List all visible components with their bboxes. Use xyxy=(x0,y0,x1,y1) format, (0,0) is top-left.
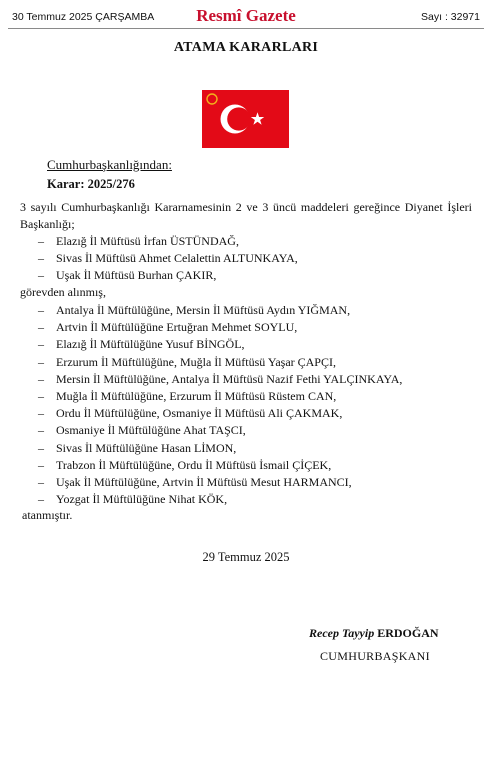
signer-first-name: Recep Tayyip xyxy=(309,626,375,640)
list-dash: – xyxy=(38,268,44,283)
signer-title: CUMHURBAŞKANI xyxy=(320,649,430,663)
turkish-flag-icon xyxy=(202,90,289,148)
list-dash: – xyxy=(38,406,44,421)
list-item-text: Ordu İl Müftülüğüne, Osmaniye İl Müftüsü Ali ÇAKMAK, xyxy=(56,406,343,421)
issuer: Cumhurbaşkanlığından: xyxy=(47,157,172,172)
list-item-text: Erzurum İl Müftülüğüne, Muğla İl Müftüsü Yaşar ÇAPÇI, xyxy=(56,354,336,369)
appointed-item xyxy=(38,474,402,491)
list-dash: – xyxy=(38,492,44,507)
appointed-item xyxy=(38,336,402,353)
publication-date: 30 Temmuz 2025 ÇARŞAMBA xyxy=(12,11,155,23)
gazette-title: Resmî Gazete xyxy=(196,6,296,25)
decision-number: Karar: 2025/276 xyxy=(47,177,135,191)
list-item-text: Elazığ İl Müftüsü İrfan ÜSTÜNDAĞ, xyxy=(56,234,239,248)
removed-tail: görevden alınmış, xyxy=(20,285,106,299)
appointed-item xyxy=(38,354,402,371)
list-dash: – xyxy=(38,251,44,266)
list-item-text: Artvin İl Müftülüğüne Ertuğran Mehmet SOYLU, xyxy=(56,320,298,335)
appointed-item xyxy=(38,319,402,336)
appointed-list xyxy=(38,302,402,508)
gazette-header xyxy=(8,6,484,29)
removed-item xyxy=(38,267,298,284)
list-item-text: Sivas İl Müftülüğüne Hasan LİMON, xyxy=(56,440,237,455)
appointed-item xyxy=(38,457,402,474)
list-item-text: Elazığ İl Müftülüğüne Yusuf BİNGÖL, xyxy=(56,337,245,352)
removed-item xyxy=(38,233,298,250)
removed-item xyxy=(38,250,298,267)
signer-surname: ERDOĞAN xyxy=(377,626,439,640)
appointed-item xyxy=(38,440,402,457)
list-item-text: Antalya İl Müftülüğüne, Mersin İl Müftüsü Aydın YIĞMAN, xyxy=(56,303,351,317)
list-item-text: Mersin İl Müftülüğüne, Antalya İl Müftüsü Nazif Fethi YALÇINKAYA, xyxy=(56,371,403,386)
section-title: ATAMA KARARLARI xyxy=(173,40,319,55)
list-item-text: Osmaniye İl Müftülüğüne Ahat TAŞCI, xyxy=(56,423,246,438)
list-item-text: Yozgat İl Müftülüğüne Nihat KÖK, xyxy=(56,492,228,507)
list-dash: – xyxy=(38,423,44,438)
appointed-item xyxy=(38,302,402,319)
appointed-item xyxy=(38,491,402,508)
list-item-text: Trabzon İl Müftülüğüne, Ordu İl Müftüsü İsmail ÇİÇEK, xyxy=(56,457,332,472)
list-dash: – xyxy=(38,303,44,317)
appointed-item xyxy=(38,388,402,405)
list-item-text: Sivas İl Müftüsü Ahmet Celalettin ALTUNKAYA, xyxy=(56,251,298,266)
appointed-item xyxy=(38,405,402,422)
list-dash: – xyxy=(38,320,44,335)
list-dash: – xyxy=(38,234,44,248)
list-item-text: Muğla İl Müftülüğüne, Erzurum İl Müftüsü Rüstem CAN, xyxy=(56,389,337,404)
list-dash: – xyxy=(38,389,44,404)
signer-name xyxy=(309,626,439,641)
list-dash: – xyxy=(38,457,44,472)
list-dash: – xyxy=(38,337,44,352)
list-item-text: Uşak İl Müftülüğüne, Artvin İl Müftüsü Mesut HARMANCI, xyxy=(56,475,352,490)
decision-date: 29 Temmuz 2025 xyxy=(202,550,290,564)
list-dash: – xyxy=(38,440,44,455)
issue-number: Sayı : 32971 xyxy=(421,11,480,23)
list-dash: – xyxy=(38,475,44,490)
list-item-text: Uşak İl Müftüsü Burhan ÇAKIR, xyxy=(56,268,217,283)
appointed-item xyxy=(38,422,402,439)
removed-list xyxy=(38,233,298,285)
appointed-tail: atanmıştır. xyxy=(22,508,73,522)
list-dash: – xyxy=(38,371,44,386)
list-dash: – xyxy=(38,354,44,369)
appointed-item xyxy=(38,371,402,388)
decision-intro: 3 sayılı Cumhurbaşkanlığı Kararnamesinin 2 ve 3 üncü maddeleri gereğince Diyanet İşleri Başkanlığı; xyxy=(20,200,472,231)
